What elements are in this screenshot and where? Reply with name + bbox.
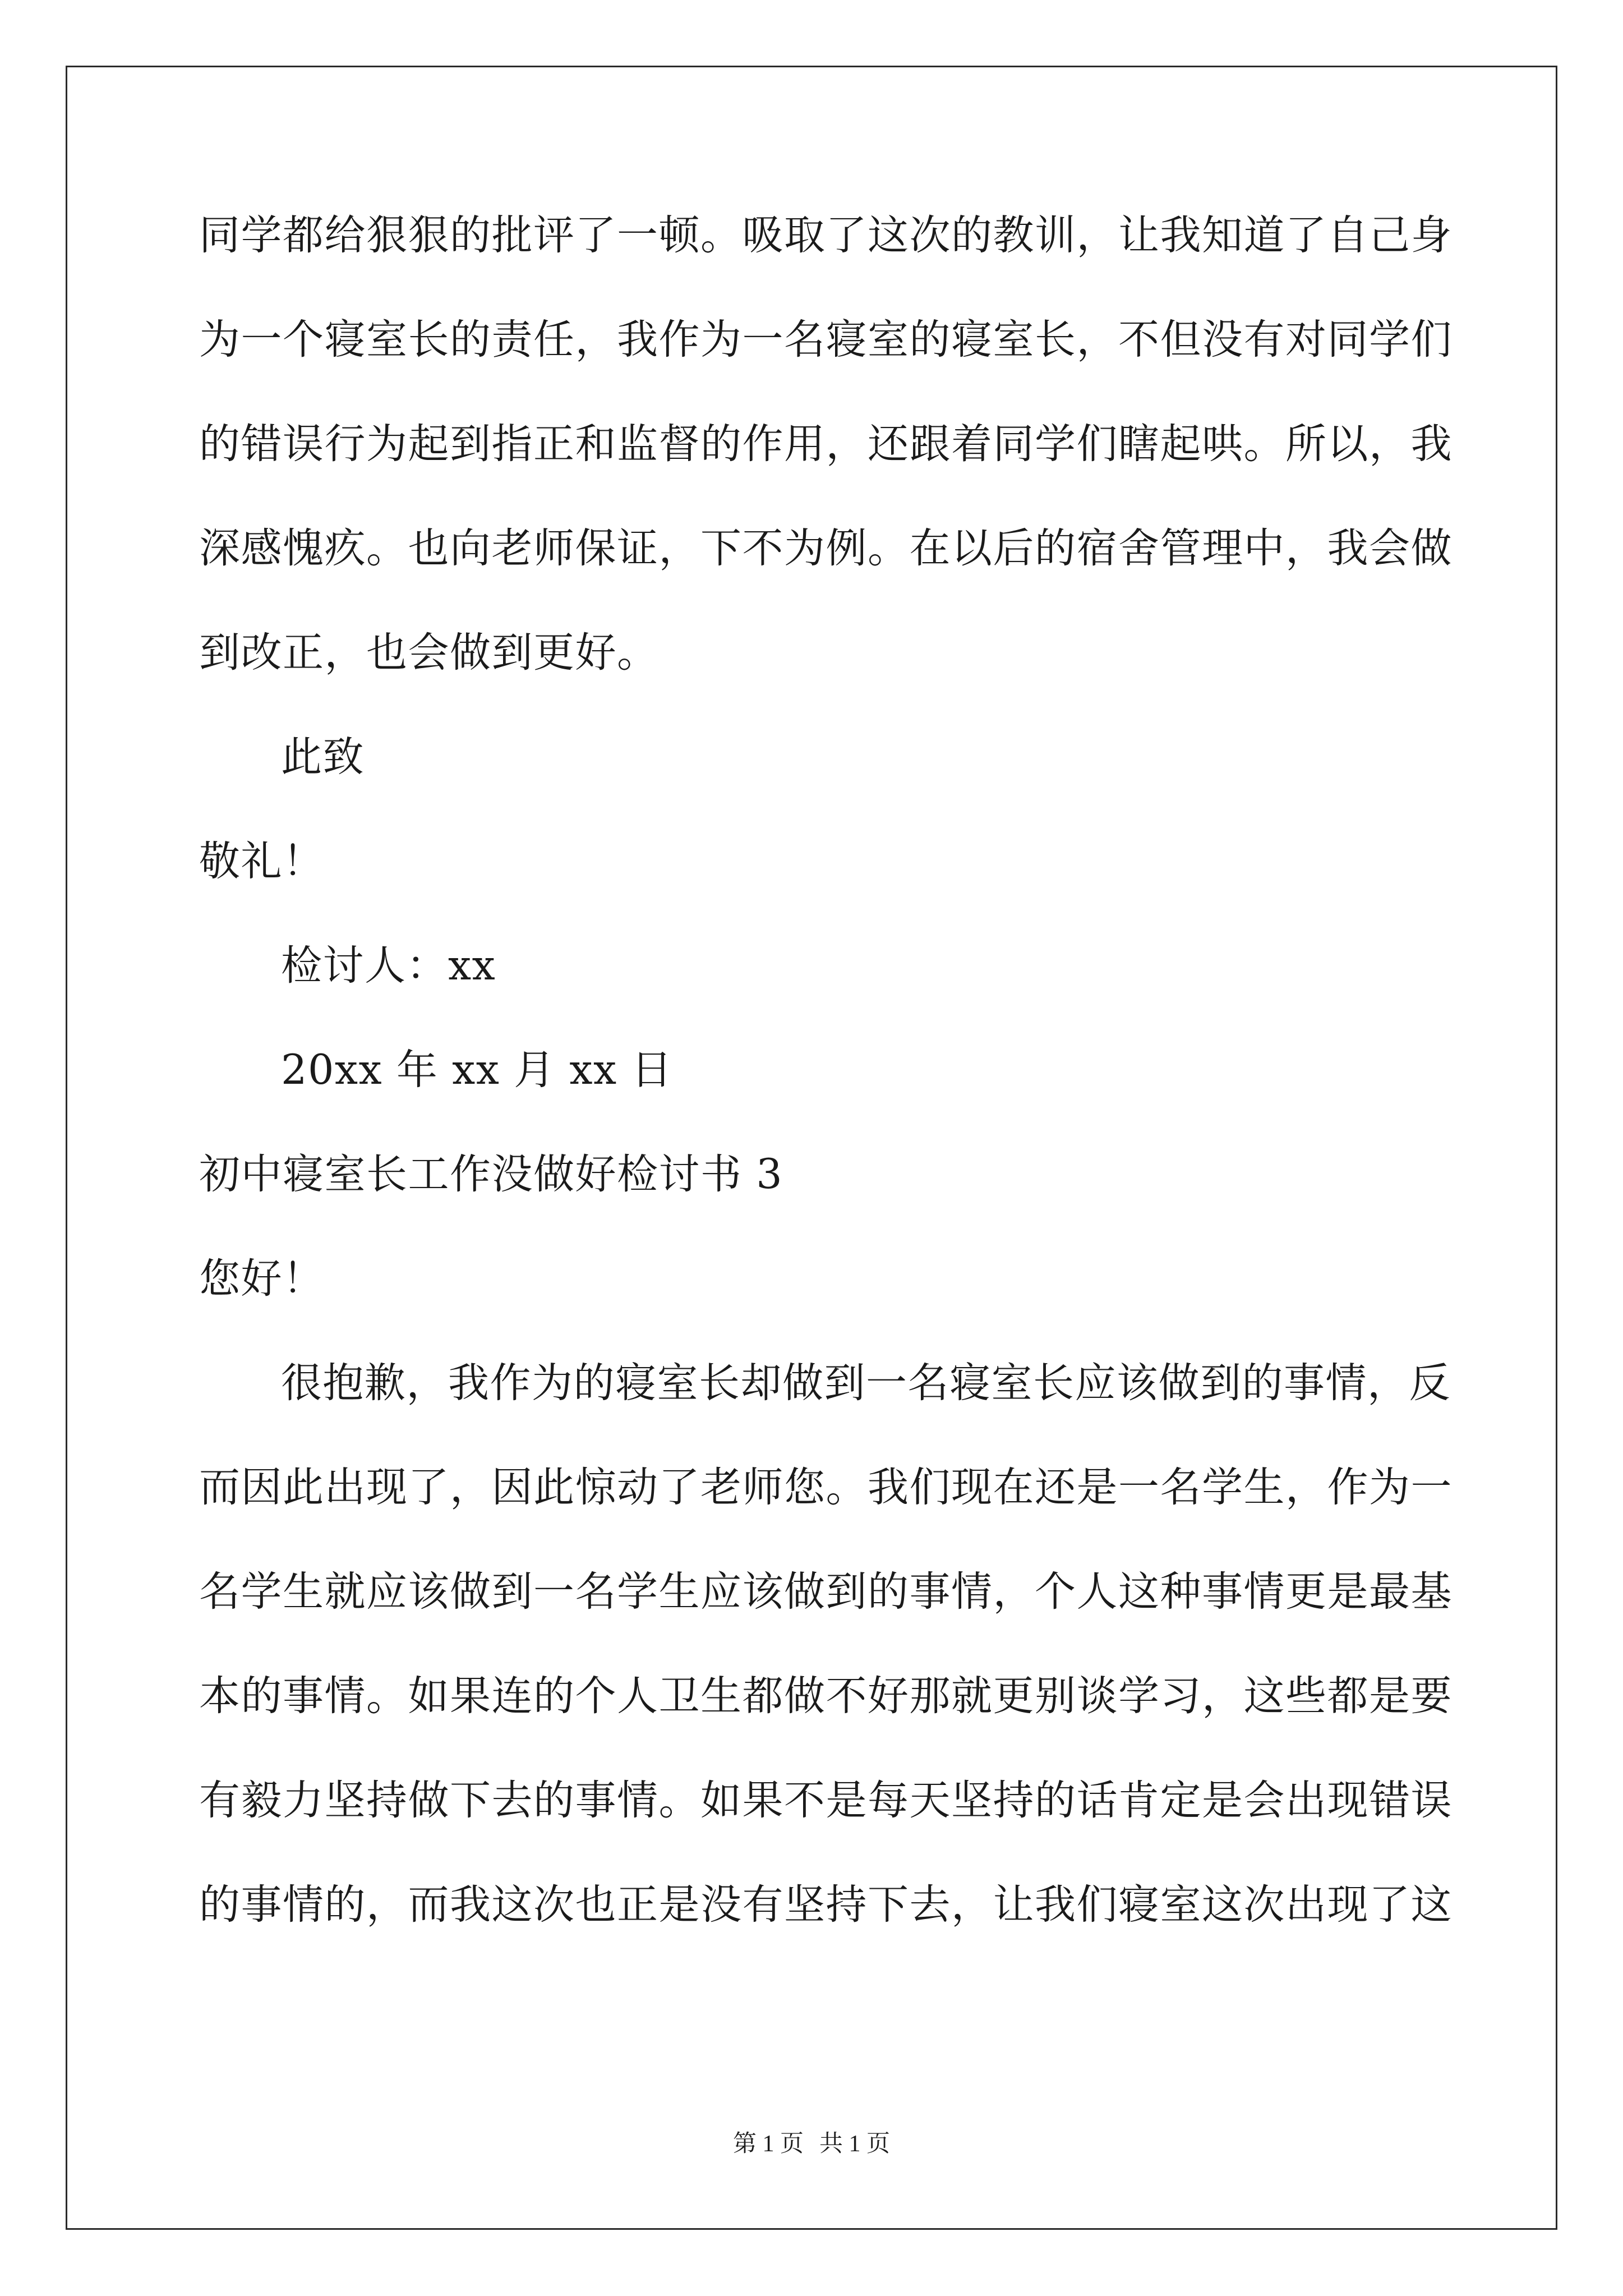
paragraph-line: 为一个寝室长的责任，我作为一名寝室的寝室长，不但没有对同学们 (199, 316, 1453, 364)
page-number-total: 共 1 页 (819, 2131, 891, 2157)
paragraph-line: 的错误行为起到指正和监督的作用，还跟着同学们瞎起哄。所以，我 (199, 420, 1453, 468)
salutation-closing: 此致 (281, 733, 365, 781)
paragraph-line: 有毅力坚持做下去的事情。如果不是每天坚持的话肯定是会出现错误 (199, 1777, 1453, 1824)
paragraph-line: 到改正，也会做到更好。 (199, 629, 659, 677)
signature-date: 20xx 年 xx 月 xx 日 (281, 1046, 673, 1094)
paragraph-line: 本的事情。如果连的个人卫生都做不好那就更别谈学习，这些都是要 (199, 1672, 1453, 1720)
paragraph-line: 名学生就应该做到一名学生应该做到的事情，个人这种事情更是最基 (199, 1568, 1453, 1616)
paragraph-line: 而因此出现了，因此惊动了老师您。我们现在还是一名学生，作为一 (199, 1464, 1453, 1511)
signature-author: 检讨人：xx (281, 942, 496, 990)
page-number-current: 第 1 页 (732, 2131, 804, 2157)
paragraph-line: 的事情的，而我这次也正是没有坚持下去，让我们寝室这次出现了这 (199, 1881, 1453, 1929)
salutation-regards: 敬礼！ (199, 838, 325, 885)
paragraph-line: 很抱歉，我作为的寝室长却做到一名寝室长应该做到的事情，反 (281, 1359, 1451, 1407)
section-title: 初中寝室长工作没做好检讨书 3 (199, 1151, 783, 1198)
page-footer (0, 2128, 1623, 2160)
greeting: 您好！ (199, 1255, 325, 1303)
paragraph-line: 深感愧疚。也向老师保证，下不为例。在以后的宿舍管理中，我会做 (199, 524, 1453, 572)
paragraph-line: 同学都给狠狠的批评了一顿。吸取了这次的教训，让我知道了自己身 (199, 211, 1453, 259)
